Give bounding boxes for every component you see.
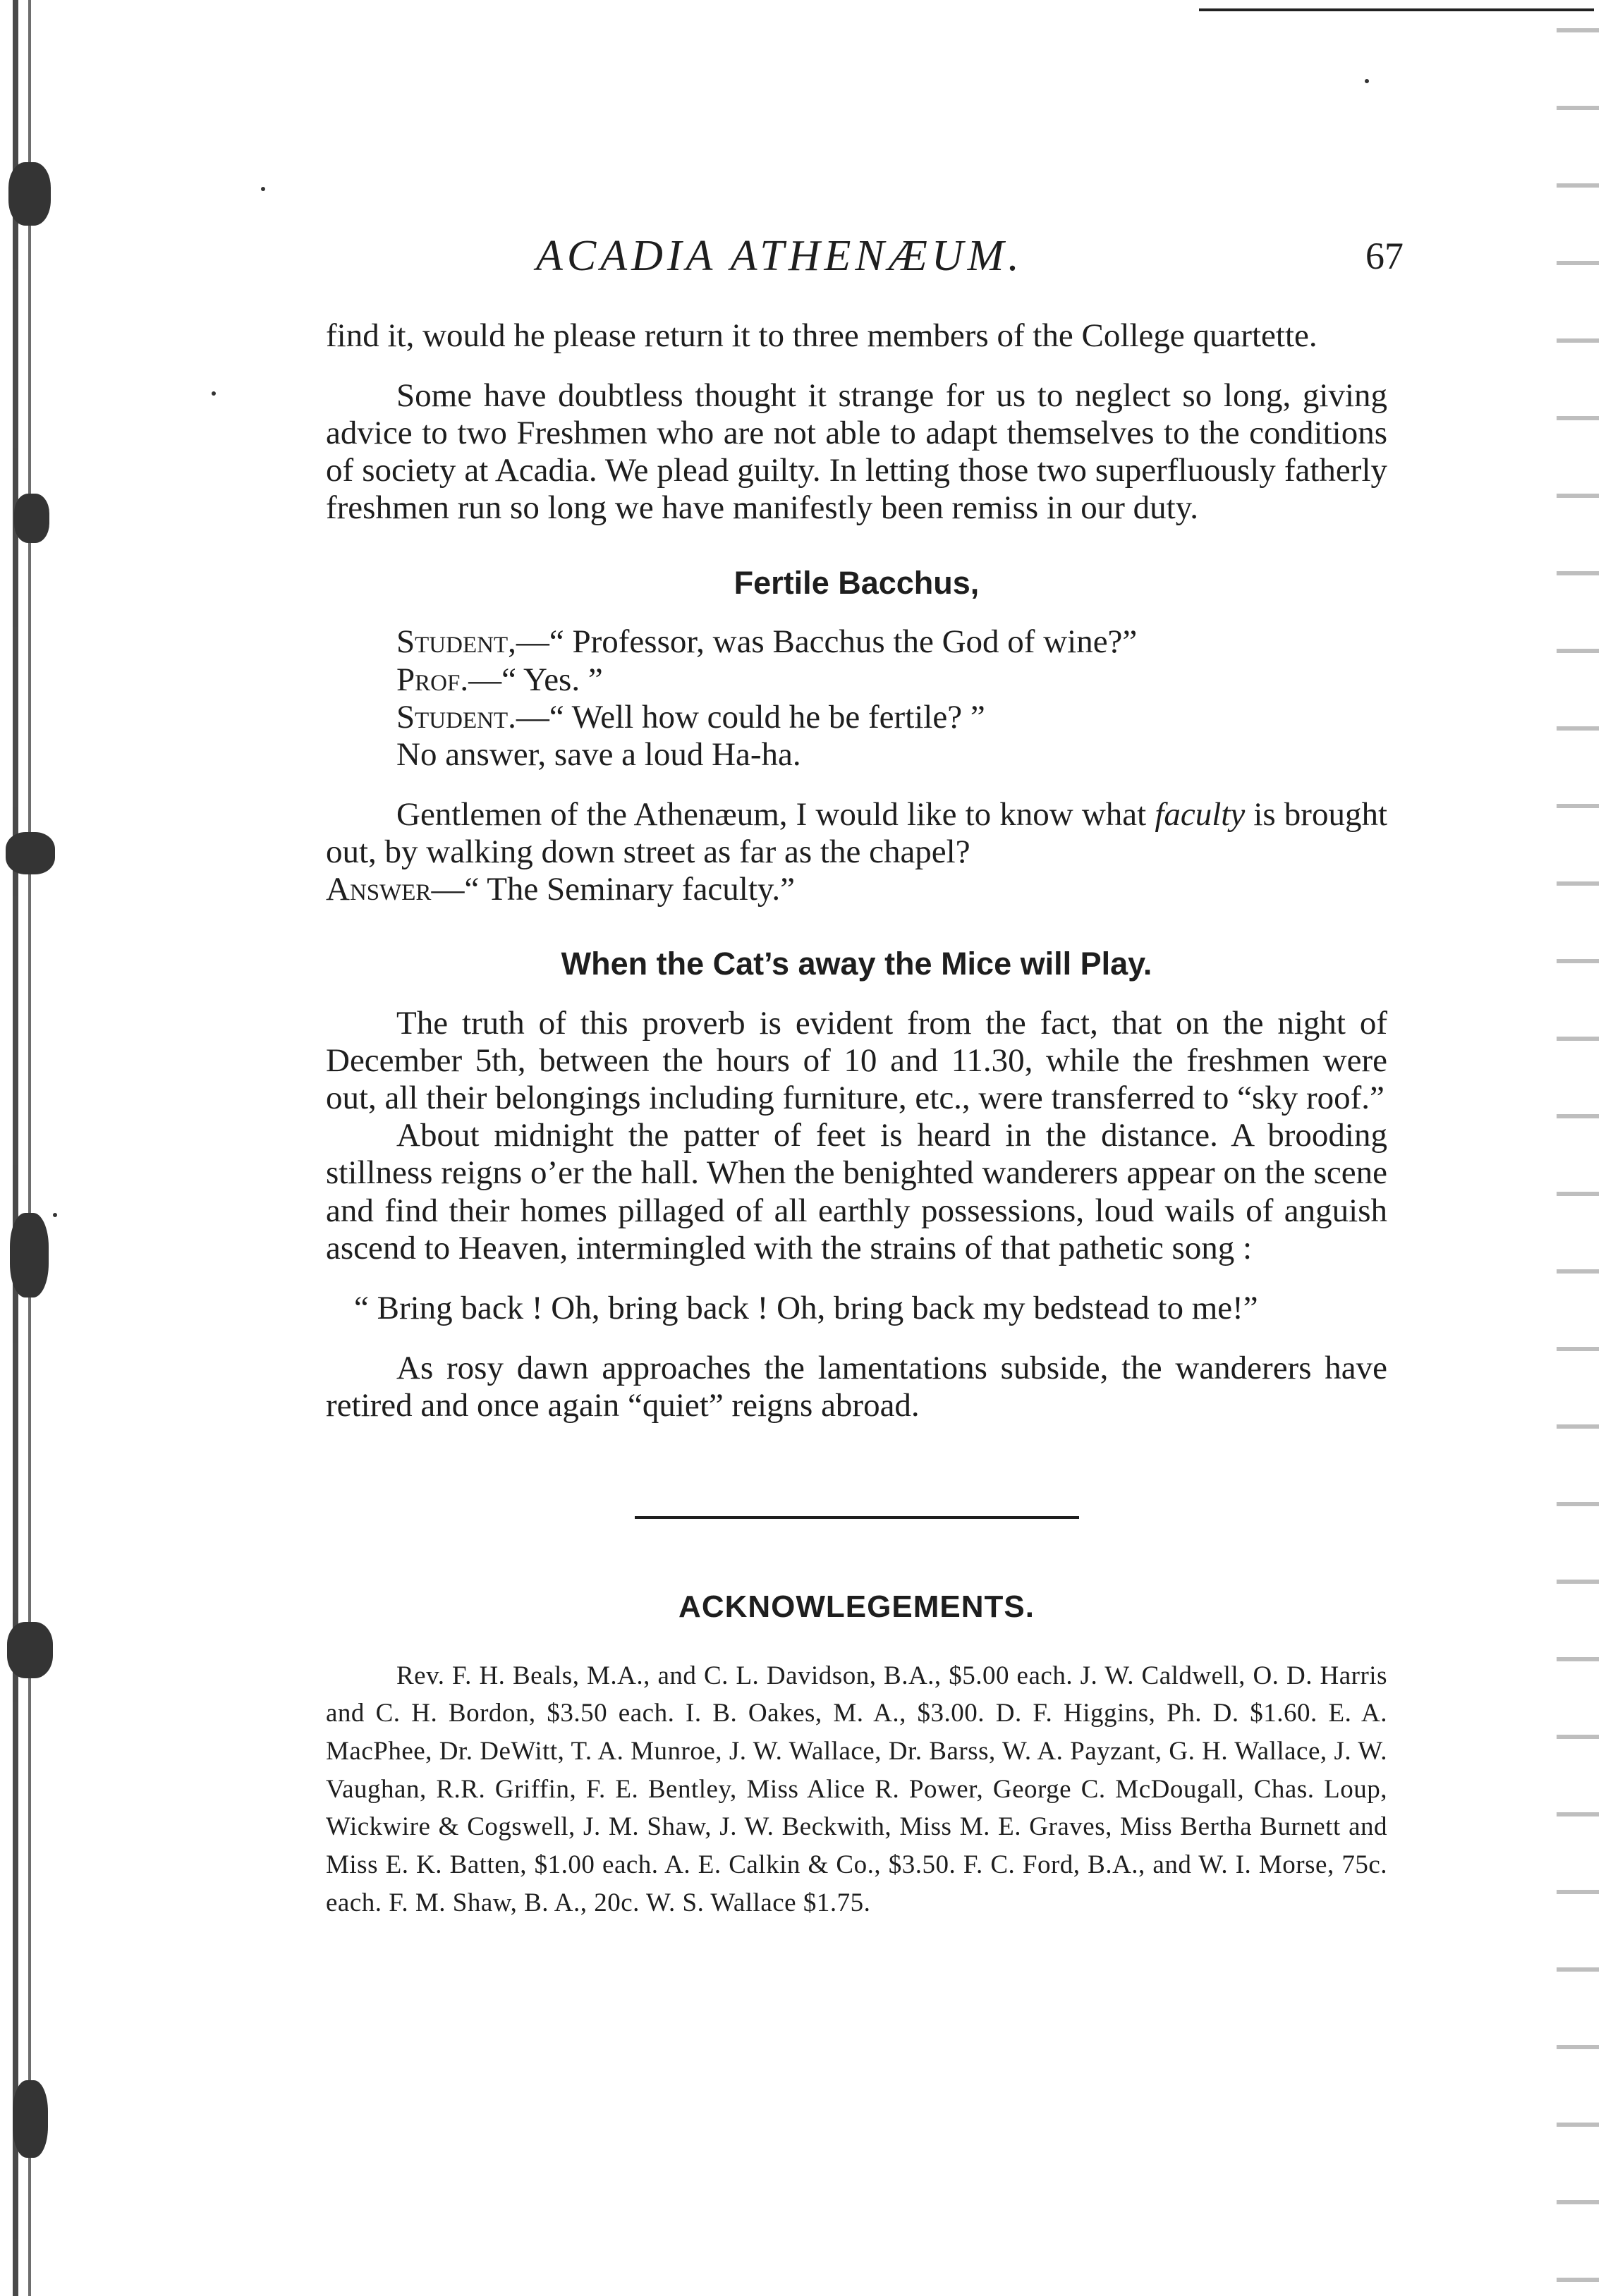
scan-speck: [212, 391, 216, 396]
scan-speck: [53, 1213, 57, 1217]
bacchus-dialogue: [396, 623, 1387, 773]
paragraph-proverb: The truth of this proverb is evident from the fact, that on the night of December 5th, between the hours of 10 and 11.30, while the freshmen were out, all their belongings including furniture, etc., were transferred to “sky roof.”: [326, 1005, 1387, 1117]
page-content: [326, 317, 1387, 1922]
dialogue-text: No answer, save a loud Ha-ha.: [396, 735, 801, 773]
question-text: Gentlemen of the Athenæum, I would like to know what: [396, 795, 1155, 833]
scan-edge-left: [0, 0, 78, 2296]
heading-fertile-bacchus: Fertile Bacchus,: [734, 564, 980, 601]
paragraph-advice: Some have doubtless thought it strange for us to neglect so long, giving advice to two Freshmen who are not able to adapt themselves to the conditions of society at Acadia. We plead guilty. In letting those two superfluously fatherly freshmen run so long we have manifestly been remiss in our duty.: [326, 377, 1387, 527]
answer-line: [326, 871, 1387, 908]
scan-speck: [1365, 79, 1369, 83]
dialogue-text: —“ Professor, was Bacchus the God of wine?”: [516, 623, 1138, 661]
dialogue-text: —“ Well how could he be fertile? ”: [516, 698, 985, 735]
dialogue-text: —“ Yes. ”: [468, 661, 603, 698]
scan-edge-right: [1557, 0, 1599, 2296]
dialogue-speaker: Student,: [396, 623, 516, 661]
paragraph-continued: find it, would he please return it to three members of the College quartette.: [326, 317, 1317, 354]
paragraph-faculty-question: [326, 796, 1387, 871]
dialogue-line: [396, 623, 1387, 661]
paragraph-dawn: As rosy dawn approaches the lamentations subside, the wanderers have retired and once again “quiet” reigns abroad.: [326, 1349, 1387, 1424]
acknowledgements-list: Rev. F. H. Beals, M.A., and C. L. Davidson, B.A., $5.00 each. J. W. Caldwell, O. D. Harris and C. H. Bordon, $3.50 each. I. B. Oakes, M. A., $3.00. D. F. Higgins, Ph. D. $1.60. E. A. MacPhee, Dr. DeWitt, T. A. Munroe, J. W. Wallace, Dr. Barss, W. A. Payzant, G. H. Wallace, J. W. Vaughan, R.R. Griffin, F. E. Bentley, Miss Alice R. Power, George C. McDougall, Chas. Loup, Wickwire & Cogswell, J. M. Shaw, J. W. Beckwith, Miss M. E. Graves, Miss Bertha Burnett and Miss E. K. Batten, $1.00 each. A. E. Calkin & Co., $3.50. F. C. Ford, B.A., and W. I. Morse, 75c. each. F. M. Shaw, B. A., 20c. W. S. Wallace $1.75.: [326, 1661, 1387, 1917]
question-text: is brought out, by walking down street as far as the chapel?: [326, 795, 1388, 870]
dialogue-line: [396, 661, 1387, 699]
heading-cats-away: When the Cat’s away the Mice will Play.: [561, 946, 1152, 982]
journal-title: ACADIA ATHENÆUM.: [536, 232, 1023, 280]
section-divider: [635, 1516, 1079, 1519]
dialogue-speaker: Prof.: [396, 661, 469, 698]
scan-speck: [261, 187, 265, 191]
page-number: 67: [1365, 235, 1404, 277]
song-verse: “ Bring back ! Oh, bring back ! Oh, bring back my bedstead to me!”: [354, 1289, 1258, 1326]
running-head: [324, 231, 1404, 288]
heading-acknowledgements: ACKNOWLEGEMENTS.: [678, 1589, 1035, 1625]
dialogue-speaker: Student.: [396, 698, 516, 735]
dialogue-line: [396, 736, 1387, 774]
scan-top-rule: [1199, 8, 1594, 11]
paragraph-midnight: About midnight the patter of feet is heard in the distance. A brooding stillness reigns o’er the hall. When the benighted wanderers appear on the scene and find their homes pillaged of all earthly possessions, loud wails of anguish ascend to Heaven, intermingled with the strains of that pathetic song :: [326, 1117, 1387, 1266]
question-italic-word: faculty: [1155, 795, 1246, 833]
dialogue-line: [396, 699, 1387, 736]
answer-label: Answer: [326, 871, 432, 908]
answer-text: —“ The Seminary faculty.”: [431, 871, 795, 908]
